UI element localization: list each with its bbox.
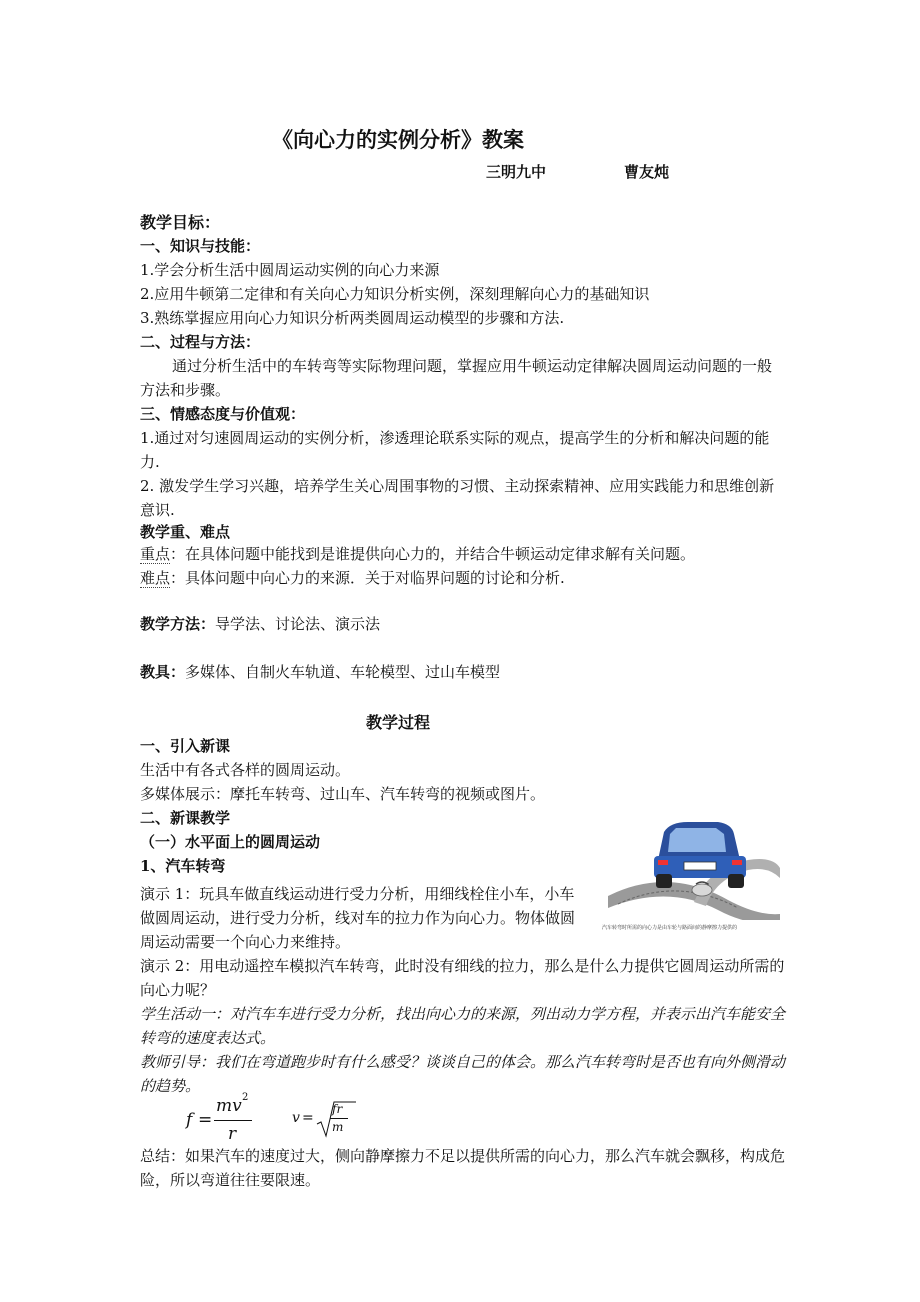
sub1-heading: （一）水平面上的圆周运动	[140, 833, 321, 851]
process-s2-heading: 二、新课教学	[140, 809, 231, 827]
methods-label: 教学方法：	[140, 615, 216, 633]
summary: 总结：如果汽车的速度过大，侧向静摩擦力不足以提供所需的向心力，那么汽车就会飘移，构成危险，所以弯道往往要限速。	[140, 1147, 786, 1189]
formula2-den: m	[332, 1120, 344, 1134]
tools-line	[140, 662, 500, 682]
demo-1: 演示 1：玩具车做直线运动进行受力分析，用细线栓住小车，小车做圆周运动，进行受力分析，线对车的拉力作为向心力。物体做圆周运动需要一个向心力来维持。	[140, 885, 576, 951]
goals-s3-item-2: 2. 激发学生学习兴趣，培养学生关心周围事物的习惯、主动探索精神、应用实践能力和思维创新意识.	[140, 477, 775, 519]
demo-2: 演示 2：用电动遥控车模拟汽车转弯，此时没有细线的拉力，那么是什么力提供它圆周运动所需的向心力呢？	[140, 957, 785, 999]
methods-text: 导学法、讨论法、演示法	[215, 615, 381, 633]
difficulty-text: ：具体问题中向心力的来源．关于对临界问题的讨论和分析.	[170, 569, 565, 587]
goals-heading: 教学目标：	[140, 213, 221, 232]
formula2-bar	[330, 1118, 348, 1119]
keypoints-heading: 教学重、难点	[140, 523, 231, 541]
process-s1-line-1: 生活中有各式各样的圆周运动。	[140, 761, 351, 779]
teacher-guidance: 教师引导：我们在弯道跑步时有什么感受？谈谈自己的体会。那么汽车转弯时是否也有向外侧滑动的趋势。	[140, 1053, 786, 1095]
process-s1-line-2: 多媒体展示：摩托车转弯、过山车、汽车转弯的视频或图片。	[140, 785, 546, 803]
formula2-lhs: v	[292, 1110, 300, 1126]
school-name: 三明九中	[486, 163, 547, 181]
formula1-exp: 2	[242, 1092, 249, 1103]
key-label: 重点	[140, 545, 171, 563]
process-heading: 教学过程	[366, 713, 431, 732]
keypoint-line	[140, 544, 695, 564]
formula1-num: mv	[216, 1096, 242, 1116]
car-image-caption: 汽车转弯时所需的向心力是由车轮与路面间的静摩擦力提供的	[602, 925, 738, 931]
formula2-num: fr	[332, 1102, 343, 1116]
methods-line	[140, 614, 380, 634]
formula1-bar	[214, 1120, 252, 1121]
document-title: 《向心力的实例分析》教案	[272, 127, 524, 152]
tools-text: 多媒体、自制火车轨道、车轮模型、过山车模型	[185, 663, 501, 681]
difficulty-label: 难点	[140, 569, 171, 587]
goals-s1-heading: 一、知识与技能：	[140, 237, 261, 255]
difficulty-line	[140, 568, 565, 588]
key-text: ：在具体问题中能找到是谁提供向心力的，并结合牛顿运动定律求解有关问题。	[170, 545, 696, 563]
student-activity: 学生活动一：对汽车车进行受力分析，找出向心力的来源，列出动力学方程，并表示出汽车能安全转弯的速度表达式。	[140, 1005, 786, 1047]
sub1-item: 1、汽车转弯	[140, 857, 226, 875]
goals-s1-item-3: 3.熟练掌握应用向心力知识分析两类圆周运动模型的步骤和方法.	[140, 309, 565, 327]
goals-s3-item-1: 1.通过对匀速圆周运动的实例分析，渗透理论联系实际的观点，提高学生的分析和解决问题的能力.	[140, 429, 770, 471]
goals-s1-item-2: 2.应用牛顿第二定律和有关向心力知识分析实例，深刻理解向心力的基础知识	[140, 285, 650, 303]
tools-label: 教具：	[140, 663, 186, 681]
formula1-den: r	[228, 1124, 237, 1144]
car-turning-image	[598, 808, 784, 934]
formula1-lhs: f	[186, 1110, 193, 1130]
goals-s3-heading: 三、情感态度与价值观：	[140, 405, 306, 423]
goals-s2-heading: 二、过程与方法：	[140, 333, 261, 351]
author-name: 曹友炖	[624, 163, 670, 181]
process-s1-heading: 一、引入新课	[140, 737, 231, 755]
goals-s1-item-1: 1.学会分析生活中圆周运动实例的向心力来源	[140, 261, 440, 279]
goals-s2-text: 通过分析生活中的车转弯等实际物理问题，掌握应用牛顿运动定律解决圆周运动问题的一般方法和步骤。	[140, 357, 773, 399]
